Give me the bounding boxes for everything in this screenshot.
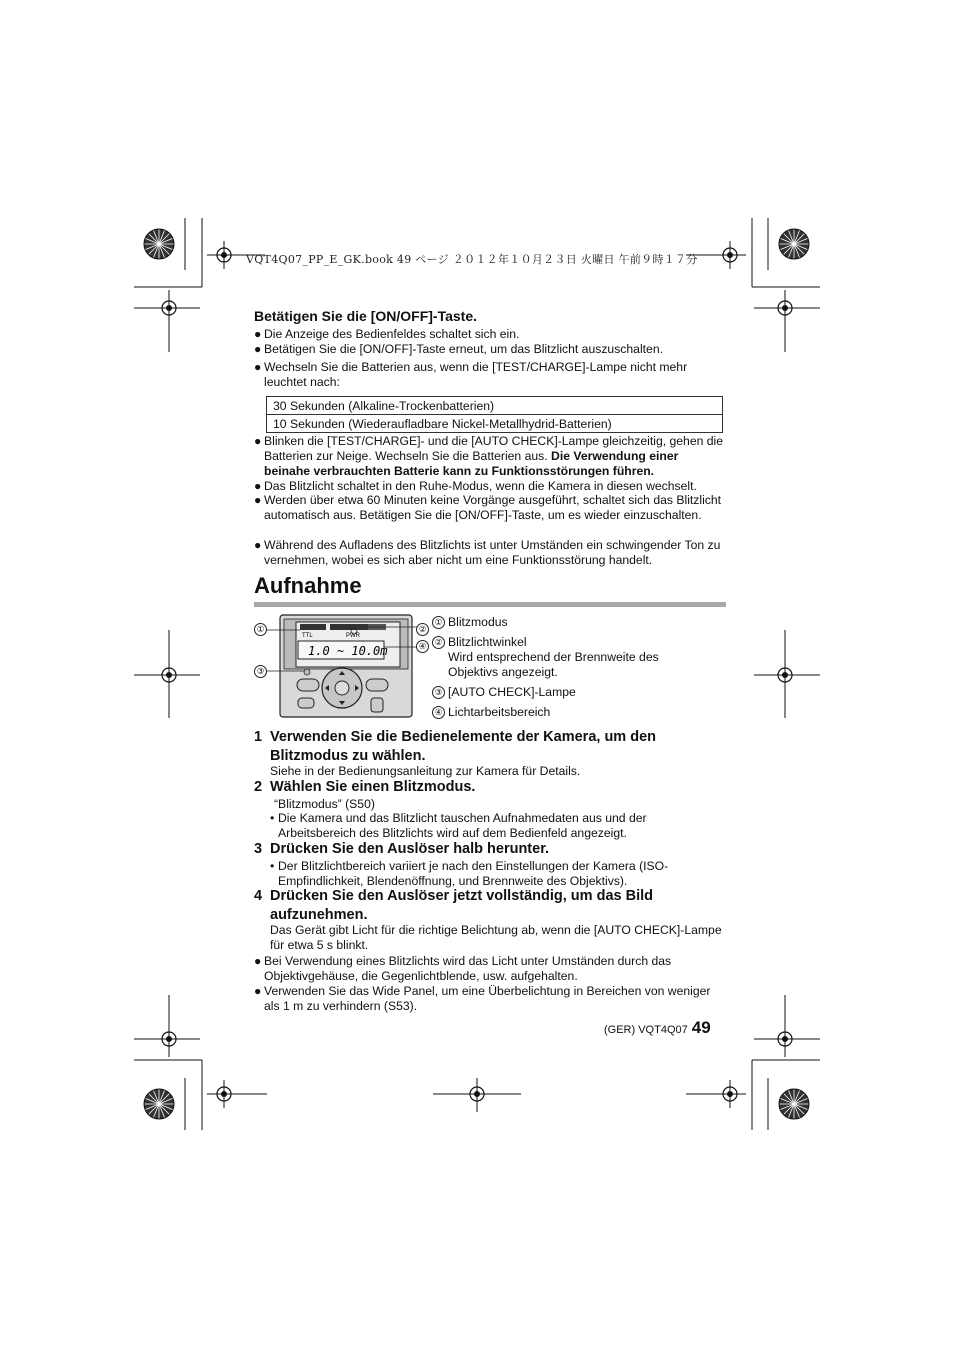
list-item: ● Werden über etwa 60 Minuten keine Vorgänge ausgeführt, schaltet sich das Blitzlicht automatisch aus. Betätigen Sie die [ON/OFF]-Taste, um es wieder einzuschalten. [254,493,722,522]
registration-wheel-icon [144,229,174,259]
legend-item: ④ Lichtarbeitsbereich [432,705,550,720]
step-sub-bullet: • Der Blitzlichtbereich variiert je nach den Einstellungen der Kamera (ISO-Empfindlichkeit, Blendenöffnung, und Brennweite des Objektivs). [270,859,669,888]
legend-item: Wird entsprechend der Brennweite des [448,650,659,664]
page-number: 49 [691,1018,711,1037]
list-item: ● Verwenden Sie das Wide Panel, um eine Überbelichtung in Bereichen von weniger als 1 m zu verhindern (S53). [254,984,711,1013]
bullet-icon: ● [254,360,262,374]
legend-item: ③ [AUTO CHECK]-Lampe [432,685,576,700]
bullet-icon: ● [254,954,262,968]
bullet-icon: ● [254,984,262,998]
registration-wheel-icon [779,229,809,259]
list-item: ● Das Blitzlicht schaltet in den Ruhe-Modus, wenn die Kamera in diesen wechselt. [254,479,697,493]
step-sub-bullet: • Die Kamera und das Blitzlicht tauschen Aufnahmedaten aus und der Arbeitsbereich des Blitzlichts wird auf dem Bedienfeld angezeigt. [270,811,647,840]
table-row: 30 Sekunden (Alkaline-Trockenbatterien) [267,397,723,415]
step-body: Das Gerät gibt Licht für die richtige Belichtung ab, wenn die [AUTO CHECK]-Lampe für etwa 5 s blinkt. [270,923,722,952]
step-heading: 3 Drücken Sie den Auslöser halb herunter. [254,841,550,857]
list-item: ● Blinken die [TEST/CHARGE]- und die [AUTO CHECK]-Lampe gleichzeitig, gehen die Batterien zur Neige. Wechseln Sie die Batterien aus. Die Verwendung einer beinahe verbrauchten Batterie kann zu Funktionsstörungen führen. [254,434,724,478]
list-item: ● Die Anzeige des Bedienfeldes schaltet sich ein. [254,327,520,341]
flash-panel-illustration [250,612,430,722]
callout-4: ④ [416,639,432,654]
step-body: “Blitzmodus” (S50) [274,797,375,811]
print-header: VQT4Q07_PP_E_GK.book 49 ページ ２０１２年１０月２３日 火曜日 午前９時１７分 [246,253,698,266]
bullet-icon: ● [254,434,262,448]
step-heading: 2 Wählen Sie einen Blitzmodus. [254,779,476,795]
callout-2: ② [416,622,432,637]
battery-table [266,396,723,433]
bullet-icon: ● [254,342,262,356]
bullet-icon: ● [254,493,262,507]
callout-3: ③ [254,664,270,679]
registration-wheel-icon [779,1089,809,1119]
callout-1: ① [254,622,270,637]
table-row: 10 Sekunden (Wiederaufladbare Nickel-Metallhydrid-Batterien) [267,415,723,433]
bullet-icon: ● [254,327,262,341]
list-item: ● Bei Verwendung eines Blitzlichts wird das Licht unter Umständen durch das Objektivgehäuse, die Gegenlichtblende, usw. aufgehalten. [254,954,672,983]
legend-item: ① Blitzmodus [432,615,508,630]
section-heading: Betätigen Sie die [ON/OFF]-Taste. [254,308,477,324]
doc-code: (GER) VQT4Q07 [604,1024,688,1036]
lcd-angle-text: PWR [346,633,360,639]
bullet-icon: ● [254,479,262,493]
step-heading: 1 Verwenden Sie die Bedienelemente der Kamera, um den Blitzmodus zu wählen. [254,729,656,764]
legend-item: Objektivs angezeigt. [448,665,558,679]
registration-wheel-icon [144,1089,174,1119]
page-footer [604,1018,711,1038]
lcd-range-readout: 1.0 ~ 10.0m [308,644,388,658]
bullet-icon: ● [254,538,262,552]
list-item: ● Betätigen Sie die [ON/OFF]-Taste erneut, um das Blitzlicht auszuschalten. [254,342,663,356]
step-body: Siehe in der Bedienungsanleitung zur Kamera für Details. [270,764,581,778]
list-item: ● Wechseln Sie die Batterien aus, wenn die [TEST/CHARGE]-Lampe nicht mehr leuchtet nach: [254,360,688,389]
title-rule [254,602,726,607]
page-title: Aufnahme [254,573,362,598]
list-item: ● Während des Aufladens des Blitzlichts ist unter Umständen ein schwingender Ton zu vernehmen, wobei es sich aber nicht um eine Funktionsstörung handelt. [254,538,721,567]
step-heading: 4 Drücken Sie den Auslöser jetzt vollständig, um das Bild aufzunehmen. [254,888,653,923]
lcd-mode-text: TTL [302,633,313,639]
legend-item: ② Blitzlichtwinkel [432,635,527,650]
